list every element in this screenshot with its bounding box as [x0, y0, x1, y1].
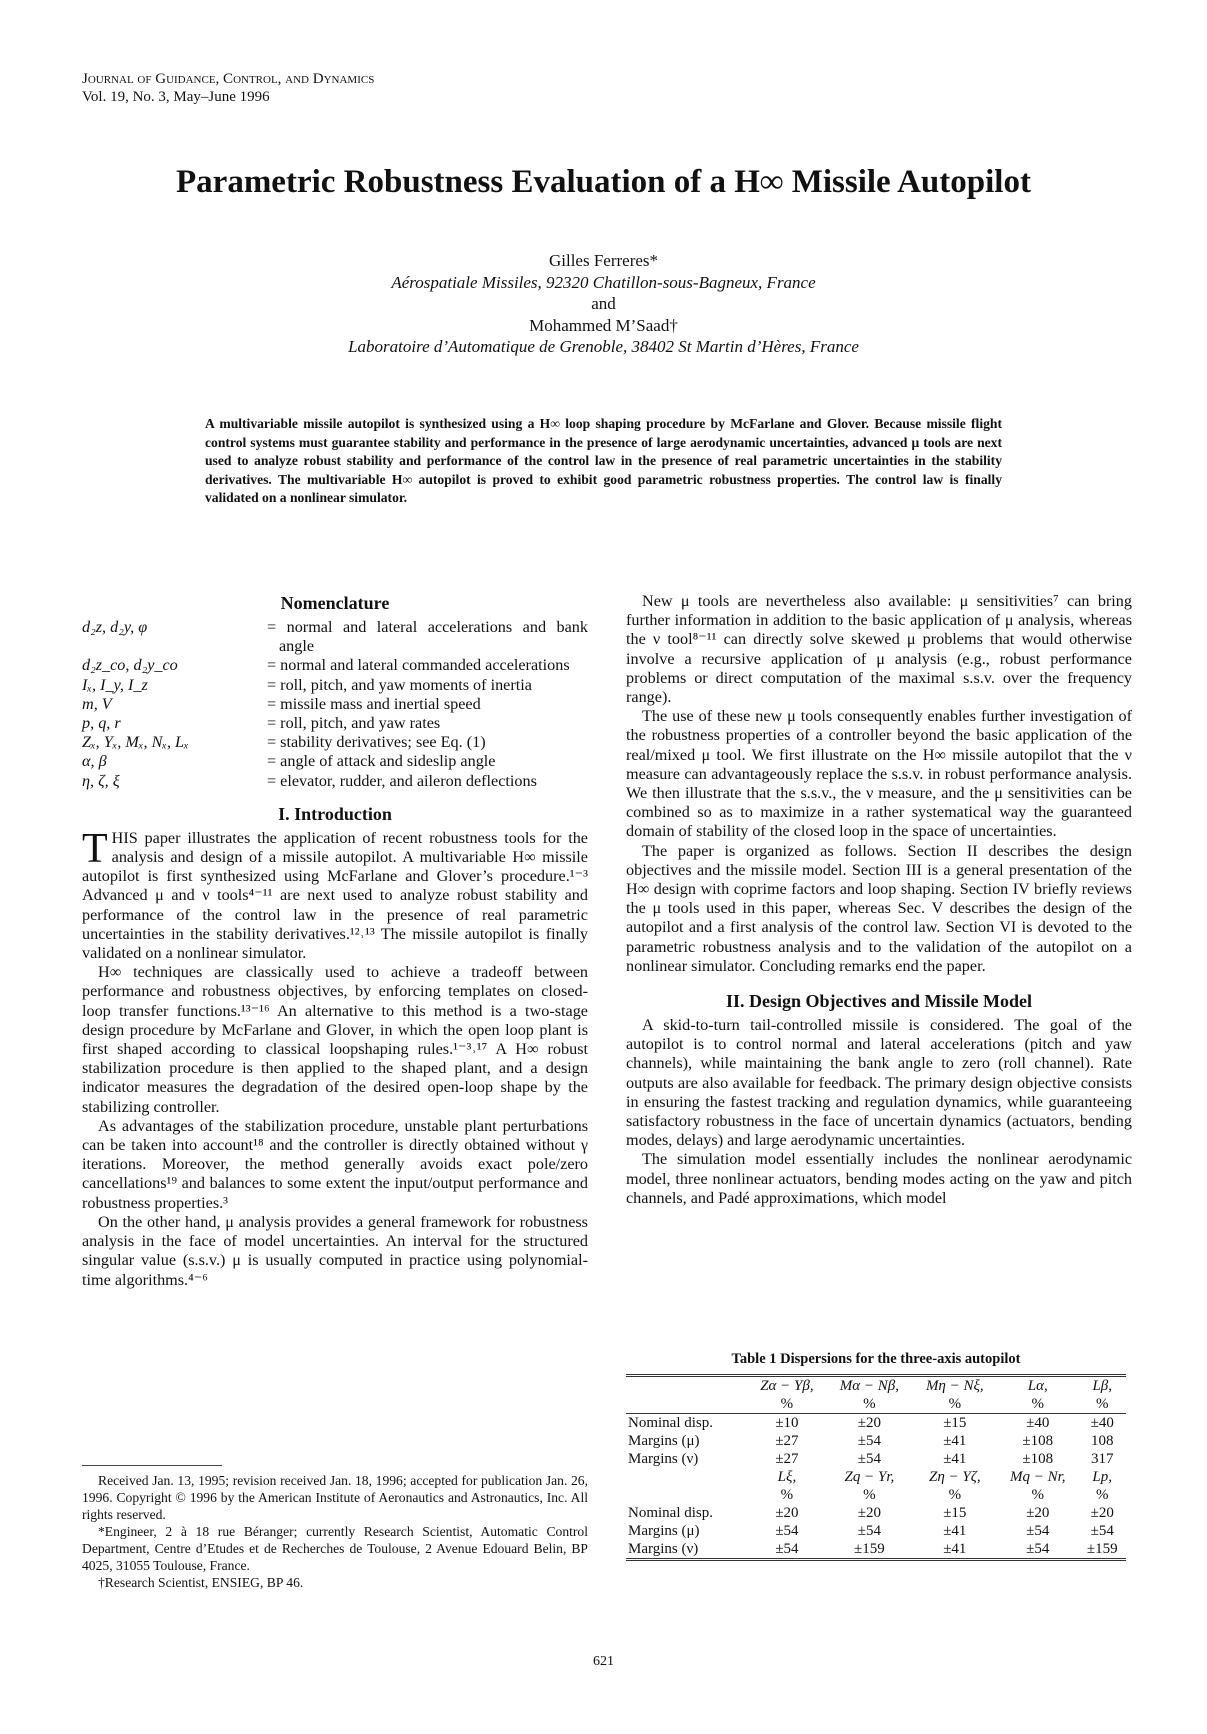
row-label: Margins (ν) — [628, 1451, 699, 1467]
table-1 — [626, 1350, 1126, 1561]
page-number: 621 — [593, 1654, 614, 1669]
unit: % — [948, 1396, 962, 1412]
cell: ±20 — [1026, 1505, 1050, 1521]
column-header: Zη − Yζ, — [929, 1469, 981, 1485]
cell: ±54 — [857, 1523, 881, 1539]
footnote: Received Jan. 13, 1995; revision received Jan. 18, 1996; accepted for publication Jan. 26, 1996. Copyright © 1996 by the American Institute of Aeronautics and Astronautics, Inc. All rights reserved. — [82, 1473, 588, 1522]
cell: ±40 — [1090, 1415, 1114, 1431]
unit: % — [948, 1487, 962, 1503]
column-header: Mq − Nr, — [1009, 1469, 1066, 1485]
footnote: *Engineer, 2 à 18 rue Béranger; currently Research Scientist, Automatic Control Department, Centre d’Etudes et de Recherches de Toulouse, 2 Avenue Edouard Belin, BP 4025, 31055 Toulouse, France. — [82, 1524, 588, 1573]
column-header: Mη − Nξ, — [925, 1378, 984, 1394]
column-header: Lp, — [1092, 1469, 1113, 1485]
cell: ±27 — [775, 1451, 799, 1467]
column-header: Lξ, — [777, 1469, 797, 1485]
paper-title: Parametric Robustness Evaluation of a H∞ Missile Autopilot — [176, 164, 1031, 200]
unit: % — [780, 1396, 794, 1412]
nomenclature-symbol: α, β — [82, 752, 107, 771]
cell: ±20 — [775, 1505, 799, 1521]
paragraph: The paper is organized as follows. Section II describes the design objectives and the missile model. Section III is a general presentation of the H∞ design with coprime factors and loop shaping. Section IV briefly reviews the μ tools used in this paper, whereas Sec. V describes the design of the autopilot and a first analysis of the control law. Section VI is devoted to the parametric robustness analysis and to the validation of the autopilot on a nonlinear simulator. Concluding remarks end the paper. — [626, 841, 1132, 975]
column-header: Lβ, — [1092, 1378, 1113, 1394]
drop-cap: T — [82, 825, 108, 872]
nomenclature-definition: = missile mass and inertial speed — [267, 694, 481, 713]
left-column — [82, 592, 588, 1290]
unit: % — [1095, 1396, 1109, 1412]
paragraph: On the other hand, μ analysis provides a general framework for robustness analysis in the face of model uncertainties. An interval for the structured singular value (s.s.v.) μ is usually computed in practice using polynomial-time algorithms.⁴⁻⁶ — [82, 1212, 588, 1289]
nomenclature-heading: Nomenclature — [280, 593, 390, 613]
row-label: Margins (μ) — [628, 1433, 700, 1449]
nomenclature-symbol: Zₓ, Yₓ, Mₓ, Nₓ, Lₓ — [82, 733, 189, 752]
unit: % — [863, 1487, 876, 1503]
cell: ±41 — [943, 1523, 967, 1539]
table-row — [626, 1450, 1126, 1468]
table-caption: Table 1 Dispersions for the three-axis autopilot — [731, 1351, 1021, 1367]
nomenclature-symbol: d₂z_co, d₂y_co — [82, 656, 178, 675]
journal-header — [82, 70, 374, 106]
cell: ±20 — [857, 1415, 881, 1431]
cell: ±54 — [1026, 1523, 1050, 1539]
paragraph: The use of these new μ tools consequently enables further investigation of the robustness properties of a controller beyond the basic application of the real/mixed μ tool. We first illustrate on the H∞ missile autopilot that the ν measure can advantageously replace the s.s.v. in robust performance analysis. We then illustrate that the s.s.v., the ν measure, and the μ sensitivities can be combined so as to maximize in a rather systematical way the guaranteed domain of stability of the closed loop in the space of uncertainties. — [626, 707, 1132, 841]
author-affiliation: Aérospatiale Missiles, 92320 Chatillon-sous-Bagneux, France — [391, 272, 816, 292]
author-block — [0, 250, 1207, 358]
cell: ±20 — [857, 1505, 881, 1521]
paragraph: As advantages of the stabilization procedure, unstable plant perturbations can be taken into account¹⁸ and the controller is directly obtained without γ iterations. Moreover, the method generally avoids exact pole/zero cancellations¹⁹ and balances to some extent the input/output performance and robustness properties.³ — [82, 1116, 588, 1212]
footnote: †Research Scientist, ENSIEG, BP 46. — [98, 1575, 304, 1590]
nomenclature-definition: = roll, pitch, and yaw rates — [267, 714, 441, 733]
cell: ±54 — [1090, 1523, 1114, 1539]
nomenclature-definition: = normal and lateral accelerations and bank angle — [267, 618, 588, 656]
journal-volume: Vol. 19, No. 3, May–June 1996 — [82, 89, 270, 105]
table-row — [626, 1504, 1126, 1522]
nomenclature-list — [82, 618, 588, 791]
abstract: A multivariable missile autopilot is synthesized using a H∞ loop shaping procedure by McFarlane and Glover. Because missile flight control systems must guarantee stability and performance in the presence of large aerodynamic uncertainties, advanced μ tools are next used to analyze robust stability and performance of the control law in the presence of real parametric uncertainties in the stability derivatives. The multivariable H∞ autopilot is proved to exhibit good parametric robustness properties. The control law is finally validated on a nonlinear simulator. — [205, 416, 1002, 505]
paragraph — [82, 825, 588, 963]
footnotes — [82, 1465, 588, 1591]
cell: ±41 — [943, 1451, 967, 1467]
cell: ±159 — [1086, 1541, 1118, 1557]
dispersions-table — [626, 1374, 1126, 1561]
cell: ±108 — [1022, 1433, 1054, 1449]
cell: ±54 — [1026, 1541, 1050, 1557]
cell: ±54 — [857, 1433, 881, 1449]
unit: % — [1095, 1487, 1109, 1503]
nomenclature-definition: = stability derivatives; see Eq. (1) — [267, 733, 486, 752]
cell: 317 — [1090, 1451, 1114, 1467]
and-text: and — [591, 294, 616, 313]
paragraph: New μ tools are nevertheless also available: μ sensitivities⁷ can bring further information in addition to the basic application of μ analysis, whereas the ν tool⁸⁻¹¹ can directly solve skewed μ problems that would otherwise involve a recursive application of μ analysis (e.g., robust performance problems or direct computation of the maximal s.s.v. over the frequency range). — [626, 592, 1132, 707]
cell: ±40 — [1026, 1415, 1050, 1431]
nomenclature-symbol: m, V — [82, 694, 112, 713]
row-label: Margins (μ) — [628, 1523, 700, 1539]
nomenclature-definition: = elevator, rudder, and aileron deflections — [267, 771, 537, 790]
unit: % — [863, 1396, 876, 1412]
section2-heading: II. Design Objectives and Missile Model — [726, 991, 1032, 1012]
cell: ±54 — [775, 1523, 799, 1539]
cell: ±54 — [775, 1541, 799, 1557]
row-label: Nominal disp. — [628, 1415, 713, 1431]
author-affiliation: Laboratoire d’Automatique de Grenoble, 38402 St Martin d’Hères, France — [348, 337, 859, 356]
column-header: Zq − Yr, — [844, 1469, 895, 1485]
table-row — [626, 1540, 1126, 1560]
row-label: Nominal disp. — [628, 1505, 713, 1521]
cell: ±20 — [1090, 1505, 1114, 1521]
column-header: Mα − Nβ, — [839, 1378, 899, 1394]
nomenclature-symbol: p, q, r — [82, 714, 121, 733]
cell: ±54 — [857, 1451, 881, 1467]
footnote-rule — [82, 1465, 222, 1466]
table-row — [626, 1432, 1126, 1450]
nomenclature-symbol: Iₓ, I_y, I_z — [82, 675, 148, 694]
author-name: Gilles Ferreres* — [548, 251, 659, 270]
unit: % — [780, 1487, 794, 1503]
cell: ±27 — [775, 1433, 799, 1449]
nomenclature-definition: = roll, pitch, and yaw moments of inertia — [267, 675, 532, 694]
right-column — [626, 592, 1132, 1208]
paragraph: A skid-to-turn tail-controlled missile is considered. The goal of the autopilot is to control normal and lateral accelerations (pitch and yaw channels), while maintaining the bank angle to zero (roll channel). Rate outputs are also available for feedback. The primary design objective consists in ensuring the fastest tracking and regulation dynamics, while guaranteeing satisfactory robustness in the face of uncertain dynamics (actuators, bending modes, delays) and large aerodynamic uncertainties. — [626, 1016, 1132, 1150]
nomenclature-definition: = angle of attack and sideslip angle — [267, 752, 496, 771]
cell: ±15 — [943, 1415, 967, 1431]
paragraph: H∞ techniques are classically used to achieve a tradeoff between performance and robustness objectives, by enforcing templates on closed-loop transfer functions.¹³⁻¹⁶ An alternative to this method is a two-stage design procedure by McFarlane and Glover, in which the open loop plant is first shaped according to classical loopshaping rules.¹⁻³˒¹⁷ A H∞ robust stabilization procedure is then applied to the shaped plant, and a design indicator measures the degradation of the desired open-loop shape by the stabilizing controller. — [82, 963, 588, 1116]
table-row — [626, 1522, 1126, 1540]
column-header: Lα, — [1027, 1378, 1048, 1394]
paragraph: The simulation model essentially includes the nonlinear aerodynamic model, three nonlinear actuators, bending modes acting on the yaw and pitch channels, and Padé approximations, which model — [626, 1150, 1132, 1207]
nomenclature-definition: = normal and lateral commanded accelerations — [267, 656, 570, 675]
cell: ±41 — [943, 1541, 967, 1557]
cell: ±15 — [943, 1505, 967, 1521]
unit: % — [1031, 1487, 1044, 1503]
cell: 108 — [1090, 1433, 1114, 1449]
table-row — [626, 1414, 1126, 1433]
cell: ±108 — [1022, 1451, 1054, 1467]
nomenclature-symbol: η, ζ, ξ — [82, 771, 120, 790]
journal-name: Journal of Guidance, Control, and Dynamics — [82, 71, 375, 87]
paragraph-text: HIS paper illustrates the application of recent robustness tools for the analysis and design of a missile autopilot. A multivariable H∞ missile autopilot is first synthesized using McFarlane and Glover’s procedure.¹⁻³ Advanced μ and ν tools⁴⁻¹¹ are next used to analyze robust stability and performance of the control law in the presence of real parametric uncertainties in the stability derivatives.¹²˒¹³ The missile autopilot is finally validated on a nonlinear simulator. — [82, 828, 588, 963]
row-label: Margins (ν) — [628, 1541, 699, 1557]
cell: ±159 — [854, 1541, 885, 1557]
cell: ±10 — [775, 1415, 799, 1431]
unit: % — [1031, 1396, 1044, 1412]
nomenclature-symbol: d₂z, d₂y, φ — [82, 618, 148, 636]
column-header: Zα − Yβ, — [760, 1378, 814, 1394]
cell: ±41 — [943, 1433, 967, 1449]
author-name: Mohammed M’Saad† — [529, 315, 678, 335]
introduction-heading: I. Introduction — [278, 803, 392, 824]
